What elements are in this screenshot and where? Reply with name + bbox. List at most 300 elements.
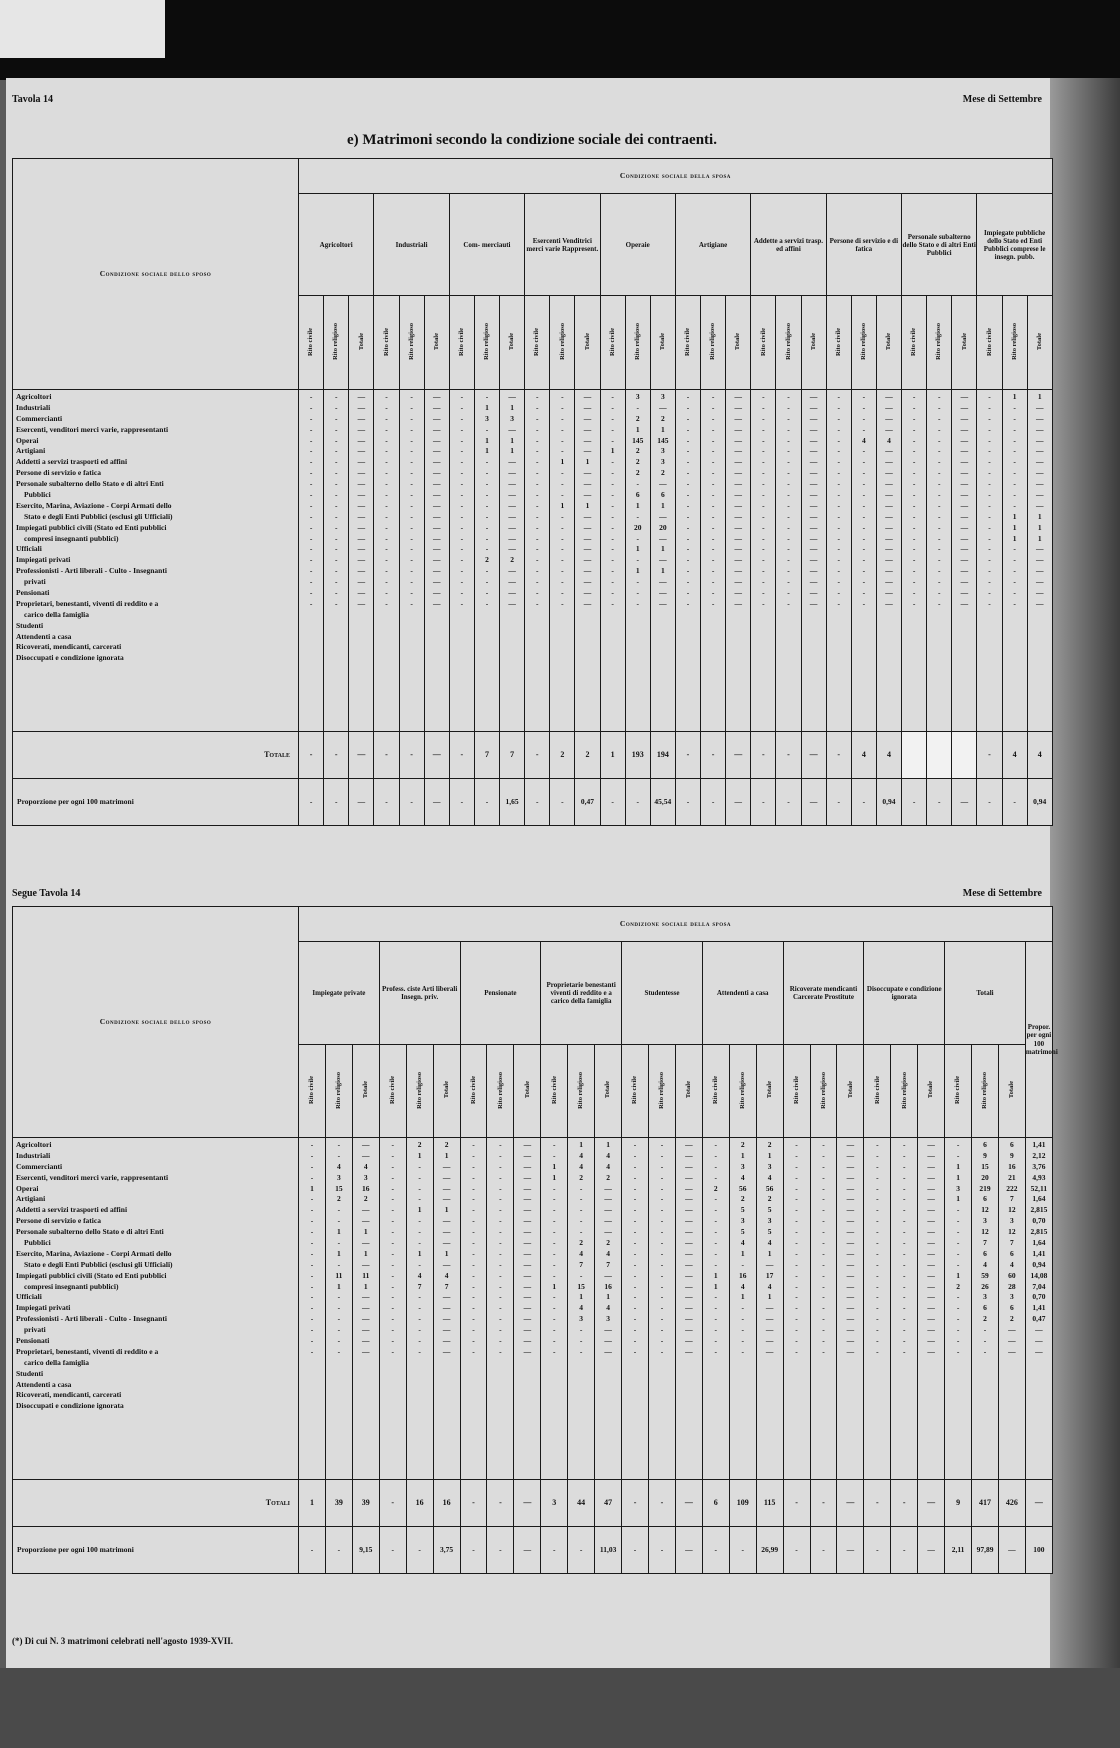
data-cell: 4 <box>579 1303 584 1313</box>
data-column <box>424 390 449 732</box>
sub-header <box>648 1045 675 1138</box>
data-cell: - <box>636 533 639 543</box>
data-cell: 2 <box>606 1172 610 1182</box>
data-cell: - <box>611 490 614 500</box>
sub-header-label: Rito religioso <box>900 1071 908 1109</box>
data-cell: - <box>741 1336 744 1346</box>
total-cell: — <box>801 732 826 779</box>
data-cell: 1 <box>560 500 565 510</box>
data-cell: - <box>391 1161 394 1171</box>
data-cell: — <box>362 1292 370 1302</box>
data-cell: - <box>410 566 413 576</box>
data-cell: — <box>432 468 441 478</box>
scan-border-top <box>0 0 1120 80</box>
data-cell: — <box>960 577 969 587</box>
data-cell: 2,815 <box>1030 1227 1048 1237</box>
data-cell: - <box>633 1161 637 1171</box>
data-cell: - <box>876 1336 879 1346</box>
data-cell: - <box>937 424 941 434</box>
data-cell: — <box>583 446 592 456</box>
data-cell: - <box>553 1194 556 1204</box>
sub-header <box>575 296 600 390</box>
data-cell: - <box>485 500 489 510</box>
sub-header-label: Totale <box>685 1081 693 1099</box>
proportion-cell: - <box>927 779 952 826</box>
data-column <box>1027 390 1052 732</box>
data-cell: 7 <box>417 1281 422 1291</box>
data-cell: - <box>714 1205 718 1215</box>
row-label: Studenti <box>16 1368 44 1378</box>
data-cell: 1 <box>1012 392 1017 401</box>
sub-header-label: Rito civile <box>712 1075 720 1104</box>
data-cell: — <box>604 1336 612 1346</box>
data-cell: - <box>711 544 715 554</box>
data-cell: - <box>309 577 313 587</box>
row-label: privati <box>24 577 46 587</box>
data-cell: - <box>787 533 790 543</box>
data-cell: - <box>837 533 840 543</box>
sub-header <box>801 296 826 390</box>
data-cell: — <box>846 1336 855 1346</box>
data-cell: — <box>960 500 969 510</box>
data-cell: - <box>337 1259 341 1269</box>
data-cell: — <box>734 555 742 565</box>
continued-month-label: Mese di Settembre <box>962 888 1042 899</box>
data-cell: - <box>714 1325 718 1335</box>
data-cell: - <box>876 1150 879 1160</box>
data-column <box>299 390 324 732</box>
data-cell: — <box>809 457 818 467</box>
data-cell: - <box>711 533 715 543</box>
data-cell: — <box>1035 446 1044 456</box>
data-cell: - <box>762 490 765 500</box>
sub-header <box>500 296 525 390</box>
data-cell: - <box>334 479 338 489</box>
data-cell: - <box>795 1259 798 1269</box>
data-cell: 5 <box>740 1205 745 1215</box>
data-cell: - <box>472 1227 475 1237</box>
data-cell: — <box>442 1227 451 1237</box>
sub-header-label: Rito religioso <box>981 1071 989 1109</box>
total-cell: - <box>977 732 1002 779</box>
data-cell: 1 <box>660 566 665 576</box>
data-cell: - <box>862 588 866 598</box>
data-cell: - <box>822 1227 825 1237</box>
data-cell: - <box>485 566 489 576</box>
data-cell: - <box>762 413 765 423</box>
data-cell: - <box>988 457 991 467</box>
data-column <box>702 1138 729 1480</box>
data-cell: 56 <box>765 1183 774 1193</box>
data-cell: 1 <box>606 1140 610 1149</box>
data-cell: - <box>711 457 715 467</box>
data-cell: - <box>762 424 765 434</box>
data-cell: - <box>686 500 690 510</box>
sub-header <box>977 296 1002 390</box>
data-cell: - <box>787 588 790 598</box>
data-cell: 3 <box>983 1292 987 1302</box>
data-cell: - <box>795 1140 798 1149</box>
data-cell: - <box>822 1314 825 1324</box>
data-cell: 0,70 <box>1032 1292 1046 1302</box>
data-cell: — <box>685 1238 693 1248</box>
data-cell: - <box>912 490 916 500</box>
data-cell: 1 <box>635 544 640 554</box>
data-cell: — <box>432 566 441 576</box>
data-cell: - <box>912 392 916 401</box>
sub-header-label: Rito religioso <box>335 1071 343 1109</box>
row-label: Agricoltori <box>16 392 52 401</box>
data-cell: - <box>460 435 464 445</box>
sub-header <box>675 296 700 390</box>
data-cell: — <box>432 457 441 467</box>
data-cell: - <box>787 577 790 587</box>
data-cell: - <box>611 402 614 412</box>
data-cell: - <box>876 1346 879 1356</box>
data-cell: - <box>686 402 690 412</box>
proportion-cell: - <box>600 779 625 826</box>
sub-header <box>352 1045 379 1138</box>
data-cell: 1 <box>713 1281 718 1291</box>
data-cell: — <box>960 511 969 521</box>
data-cell: 12 <box>1008 1205 1016 1215</box>
proportion-row <box>13 779 1053 826</box>
data-cell: — <box>604 1205 612 1215</box>
data-cell: - <box>912 468 916 478</box>
data-cell: - <box>611 577 614 587</box>
data-cell: 3 <box>635 392 640 401</box>
sub-header-label: Rito civile <box>792 1075 800 1104</box>
total-cell: - <box>324 732 349 779</box>
data-cell: — <box>432 577 441 587</box>
data-cell: - <box>472 1183 475 1193</box>
data-cell: - <box>1013 577 1016 587</box>
data-cell: — <box>523 1150 532 1160</box>
data-cell: — <box>357 522 366 532</box>
data-cell: - <box>988 598 991 608</box>
data-cell: 6 <box>1010 1303 1014 1313</box>
data-cell: — <box>508 457 516 467</box>
data-cell: — <box>685 1161 693 1171</box>
sub-header <box>998 1045 1025 1138</box>
data-cell: 3 <box>579 1314 584 1324</box>
data-cell: - <box>876 1325 879 1335</box>
table-number: Tavola 14 <box>12 94 54 105</box>
sub-header-label: Rito religioso <box>483 323 491 360</box>
data-column <box>801 390 826 732</box>
data-cell: - <box>410 413 413 423</box>
data-cell: - <box>499 1346 502 1356</box>
data-cell: — <box>442 1238 451 1248</box>
data-cell: - <box>633 1314 637 1324</box>
data-cell: — <box>1035 544 1044 554</box>
total-cell: 4 <box>1002 732 1027 779</box>
data-cell: — <box>885 424 893 434</box>
data-cell: 3 <box>660 392 665 401</box>
data-cell: - <box>902 1238 906 1248</box>
data-cell: - <box>937 544 941 554</box>
data-cell: 1 <box>417 1248 422 1258</box>
data-cell: 1 <box>485 435 489 445</box>
proportion-cell: 97,89 <box>972 1527 999 1574</box>
data-cell: — <box>734 511 742 521</box>
proportion-cell: - <box>776 779 801 826</box>
data-cell: — <box>1035 402 1044 412</box>
data-cell: - <box>660 1259 664 1269</box>
data-cell: - <box>956 1292 960 1302</box>
data-cell: — <box>432 424 441 434</box>
data-cell: - <box>385 402 388 412</box>
total-cell: 4 <box>876 732 901 779</box>
sub-header-label: Rito civile <box>759 327 767 356</box>
data-cell: — <box>432 522 441 532</box>
data-cell: - <box>561 566 564 576</box>
proportion-cell: - <box>851 779 876 826</box>
data-cell: — <box>885 413 893 423</box>
data-cell: - <box>711 522 715 532</box>
data-cell: - <box>686 468 690 478</box>
data-cell: - <box>499 1270 502 1280</box>
data-cell: — <box>432 490 441 500</box>
data-cell: — <box>357 500 366 510</box>
data-cell: 11 <box>335 1270 343 1280</box>
total-cell: - <box>751 732 776 779</box>
data-cell: - <box>410 533 413 543</box>
data-cell: - <box>472 1172 475 1182</box>
data-cell: — <box>846 1172 855 1182</box>
data-cell: - <box>1013 588 1016 598</box>
data-cell: - <box>822 1194 825 1204</box>
data-cell: 1 <box>1037 511 1042 521</box>
sub-header <box>379 1045 406 1138</box>
data-cell: - <box>472 1314 475 1324</box>
data-cell: - <box>579 1325 583 1335</box>
data-cell: - <box>535 522 539 532</box>
data-cell: - <box>686 566 690 576</box>
data-cell: - <box>988 424 991 434</box>
data-cell: - <box>561 544 564 554</box>
data-cell: — <box>685 1325 693 1335</box>
data-cell: — <box>442 1216 451 1226</box>
data-cell: - <box>787 413 790 423</box>
data-cell: 1 <box>1012 511 1017 521</box>
data-cell: 1 <box>444 1150 449 1160</box>
data-cell: — <box>357 392 366 401</box>
data-cell: — <box>583 392 592 401</box>
data-cell: — <box>685 1194 693 1204</box>
data-cell: — <box>432 435 441 445</box>
data-cell: - <box>837 413 840 423</box>
data-cell: 2 <box>485 555 489 565</box>
proportion-cell: — <box>424 779 449 826</box>
total-cell: - <box>864 1480 891 1527</box>
sub-header-label: Rito religioso <box>738 1071 746 1109</box>
data-cell: 6 <box>635 490 640 500</box>
row-label: Persone di servizio e fatica <box>16 468 101 478</box>
data-cell: — <box>523 1259 532 1269</box>
sub-header-label: Rito civile <box>684 327 692 356</box>
data-cell: - <box>988 555 991 565</box>
data-cell: — <box>432 544 441 554</box>
data-cell: - <box>988 588 991 598</box>
sub-header-label: Totale <box>960 333 968 351</box>
data-cell: - <box>686 424 690 434</box>
data-cell: 219 <box>979 1183 991 1193</box>
data-cell: - <box>988 577 991 587</box>
data-cell: — <box>523 1336 532 1346</box>
data-cell: — <box>846 1183 855 1193</box>
data-cell: - <box>837 588 840 598</box>
data-cell: - <box>822 1248 825 1258</box>
data-cell: 4 <box>579 1248 584 1258</box>
data-cell: — <box>927 1259 935 1269</box>
group-header: Com- merciauti <box>449 194 524 296</box>
data-cell: - <box>410 588 413 598</box>
data-cell: - <box>837 402 840 412</box>
data-cell: - <box>822 1216 825 1226</box>
data-cell: - <box>391 1216 394 1226</box>
data-cell: - <box>902 1346 906 1356</box>
data-cell: - <box>472 1325 475 1335</box>
data-cell: — <box>734 500 742 510</box>
data-cell: 3 <box>956 1183 960 1193</box>
total-cell: — <box>1025 1480 1052 1527</box>
data-cell: - <box>391 1183 394 1193</box>
data-cell: - <box>876 1194 879 1204</box>
row-label: Proprietari, benestanti, viventi di reddito e a <box>16 1346 159 1356</box>
data-cell: 1 <box>713 1270 718 1280</box>
data-cell: — <box>442 1336 451 1346</box>
sub-header-label: Totale <box>508 333 516 351</box>
data-cell: — <box>1008 1336 1016 1346</box>
data-cell: - <box>309 479 313 489</box>
data-cell: - <box>822 1140 825 1149</box>
data-cell: - <box>535 588 539 598</box>
data-cell: 1 <box>1012 533 1017 543</box>
data-cell: - <box>385 555 388 565</box>
data-cell: - <box>633 1303 637 1313</box>
row-label: Pubblici <box>24 490 51 500</box>
sub-header <box>756 1045 783 1138</box>
data-cell: - <box>391 1140 394 1149</box>
data-cell: - <box>862 457 866 467</box>
data-cell: - <box>310 1259 314 1269</box>
total-cell: 39 <box>352 1480 379 1527</box>
data-cell: - <box>410 435 413 445</box>
data-cell: — <box>432 479 441 489</box>
data-cell: 1 <box>337 1281 341 1291</box>
data-cell: - <box>876 1270 879 1280</box>
data-cell: - <box>795 1205 798 1215</box>
data-cell: 4 <box>606 1303 610 1313</box>
row-label: Esercenti, venditori merci varie, rappresentanti <box>16 424 169 434</box>
data-cell: - <box>485 522 489 532</box>
proportion-cell: 0,47 <box>575 779 600 826</box>
proportion-cell: — <box>837 1527 864 1574</box>
data-cell: — <box>583 555 592 565</box>
sub-header <box>625 296 650 390</box>
data-cell: - <box>714 1172 718 1182</box>
data-cell: - <box>660 1325 664 1335</box>
data-cell: — <box>357 533 366 543</box>
data-cell: - <box>553 1303 556 1313</box>
data-cell: - <box>309 511 313 521</box>
data-cell: — <box>523 1205 532 1215</box>
data-cell: — <box>846 1194 855 1204</box>
data-cell: 3 <box>660 446 665 456</box>
sub-header <box>324 296 349 390</box>
data-cell: 1,41 <box>1032 1303 1046 1313</box>
data-cell: - <box>485 598 489 608</box>
data-cell: - <box>956 1205 960 1215</box>
data-cell: - <box>988 500 991 510</box>
data-cell: — <box>765 1325 774 1335</box>
data-cell: 5 <box>767 1227 772 1237</box>
data-cell: — <box>927 1325 935 1335</box>
data-cell: - <box>309 522 313 532</box>
data-cell: - <box>460 522 464 532</box>
data-cell: - <box>862 555 866 565</box>
data-cell: — <box>927 1346 935 1356</box>
sub-header-label: Rito religioso <box>709 323 717 360</box>
data-cell: — <box>734 435 742 445</box>
data-cell: - <box>561 446 564 456</box>
data-cell: 2 <box>956 1281 960 1291</box>
total-cell: - <box>826 732 851 779</box>
data-cell: — <box>357 402 366 412</box>
data-column <box>972 1138 999 1480</box>
data-cell: - <box>956 1216 960 1226</box>
data-cell: — <box>1008 1346 1016 1356</box>
data-cell: 6 <box>983 1303 987 1313</box>
data-cell: — <box>1035 577 1044 587</box>
data-cell: — <box>734 598 742 608</box>
row-label: Esercenti, venditori merci varie, rappresentanti <box>16 1172 169 1182</box>
data-cell: 1 <box>444 1248 449 1258</box>
data-cell: - <box>902 1140 906 1149</box>
data-cell: - <box>937 413 941 423</box>
data-cell: - <box>499 1281 502 1291</box>
proportion-cell: - <box>325 1527 352 1574</box>
data-cell: - <box>1013 435 1016 445</box>
sub-header-label: Totale <box>659 333 667 351</box>
data-cell: 3 <box>485 413 489 423</box>
data-cell: - <box>309 533 313 543</box>
total-cell: — <box>349 732 374 779</box>
data-cell: 4,93 <box>1032 1172 1046 1182</box>
data-cell: — <box>659 598 667 608</box>
data-cell: — <box>523 1248 532 1258</box>
data-cell: — <box>846 1259 855 1269</box>
data-cell: - <box>937 511 941 521</box>
data-cell: - <box>561 402 564 412</box>
sub-header <box>1002 296 1027 390</box>
sub-header-label: Rito religioso <box>415 1071 423 1109</box>
data-cell: - <box>310 1238 314 1248</box>
data-cell: - <box>822 1161 825 1171</box>
total-cell: — <box>424 732 449 779</box>
data-cell: 1 <box>635 566 640 576</box>
total-cell: 47 <box>595 1480 622 1527</box>
data-cell: - <box>410 490 413 500</box>
data-cell: — <box>362 1140 370 1149</box>
proportion-cell: 0,94 <box>876 779 901 826</box>
data-cell: - <box>714 1292 718 1302</box>
data-column <box>575 390 600 732</box>
sub-header <box>595 1045 622 1138</box>
data-cell: — <box>508 424 516 434</box>
data-cell: - <box>553 1216 556 1226</box>
